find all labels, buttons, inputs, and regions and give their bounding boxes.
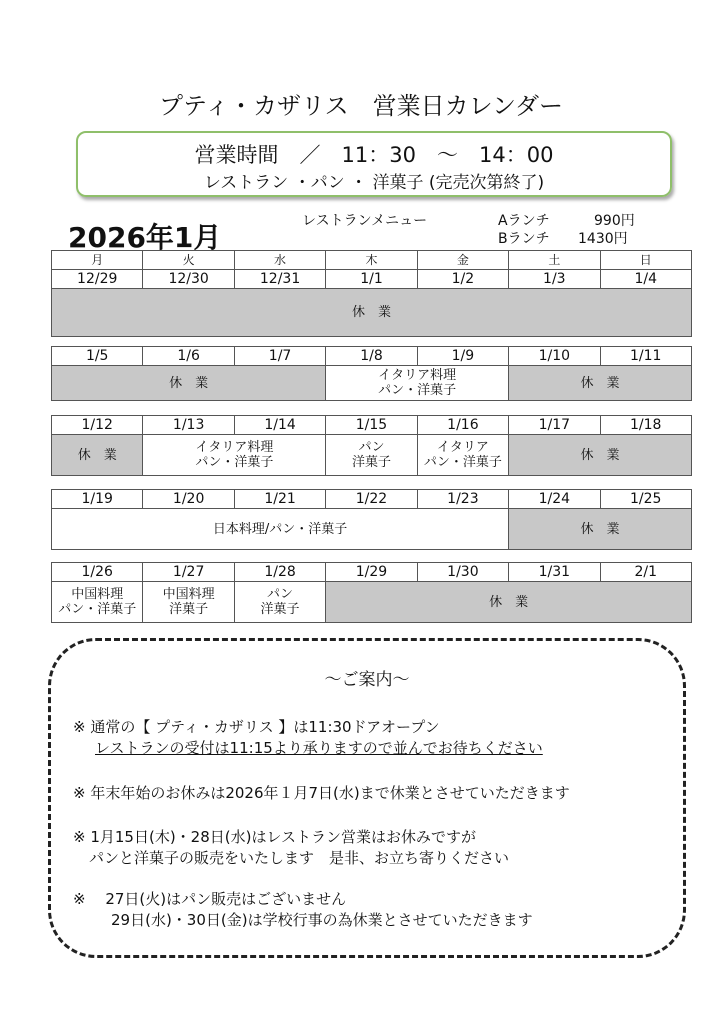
notice-4-line-2: 29日(水)・30日(金)は学校行事の為休業とさせていただきます bbox=[111, 911, 533, 929]
status-row bbox=[52, 366, 692, 401]
weekday-header-row bbox=[52, 251, 692, 270]
week-3 bbox=[51, 415, 692, 476]
date-cell: 1/15 bbox=[326, 416, 417, 435]
date-cell: 1/17 bbox=[509, 416, 600, 435]
weekday-header: 木 bbox=[326, 251, 417, 270]
date-cell: 1/4 bbox=[600, 270, 691, 289]
date-cell: 1/7 bbox=[234, 347, 325, 366]
date-cell: 1/2 bbox=[417, 270, 508, 289]
open-cell: パン 洋菓子 bbox=[234, 582, 325, 623]
date-cell: 1/8 bbox=[326, 347, 417, 366]
notice-3-line-2: パンと洋菓子の販売をいたします 是非、お立ち寄りください bbox=[89, 849, 510, 867]
open-cell: 中国料理 パン・洋菓子 bbox=[52, 582, 143, 623]
notice-4-line-1: ※ 27日(火)はパン販売はございません bbox=[73, 890, 347, 908]
closed-cell: 休 業 bbox=[326, 582, 692, 623]
open-cell: イタリア料理 パン・洋菓子 bbox=[143, 435, 326, 476]
notice-title: ～ご案内～ bbox=[324, 670, 410, 690]
closed-cell: 休 業 bbox=[509, 509, 692, 550]
date-cell: 1/5 bbox=[52, 347, 143, 366]
notice-3-line-1: ※ 1月15日(木)・28日(水)はレストラン営業はお休みですが bbox=[73, 828, 477, 846]
date-cell: 1/16 bbox=[417, 416, 508, 435]
week-5 bbox=[51, 562, 692, 623]
date-cell: 1/9 bbox=[417, 347, 508, 366]
notice-2: ※ 年末年始のお休みは2026年１月7日(水)まで休業とさせていただきます bbox=[73, 784, 570, 802]
date-cell: 1/25 bbox=[600, 490, 691, 509]
date-cell: 1/27 bbox=[143, 563, 234, 582]
date-cell: 1/24 bbox=[509, 490, 600, 509]
date-cell: 1/26 bbox=[52, 563, 143, 582]
business-hours: 営業時間 ／ 11：30 ～ 14：00 bbox=[194, 143, 554, 167]
month-label: 2026年1月 bbox=[68, 221, 222, 254]
weekday-header: 日 bbox=[600, 251, 691, 270]
weekday-header: 月 bbox=[52, 251, 143, 270]
date-cell: 1/11 bbox=[600, 347, 691, 366]
weekday-header: 土 bbox=[509, 251, 600, 270]
closed-cell: 休 業 bbox=[509, 435, 692, 476]
lunch-b-price: 1430円 bbox=[578, 231, 628, 247]
lunch-a-price: 990円 bbox=[594, 213, 635, 229]
business-categories: レストラン ・パン ・ 洋菓子 (完売次第終了) bbox=[203, 173, 545, 193]
date-cell: 2/1 bbox=[600, 563, 691, 582]
lunch-b-name: Bランチ bbox=[498, 231, 550, 247]
date-cell: 1/12 bbox=[52, 416, 143, 435]
date-row bbox=[52, 270, 692, 289]
status-row bbox=[52, 582, 692, 623]
date-cell: 1/1 bbox=[326, 270, 417, 289]
restaurant-menu-label: レストランメニュー bbox=[302, 213, 428, 229]
notice-1-line-2: レストランの受付は11:15より承りますので並んでお待ちください bbox=[95, 739, 543, 757]
date-cell: 1/22 bbox=[326, 490, 417, 509]
date-cell: 1/30 bbox=[417, 563, 508, 582]
date-cell: 1/31 bbox=[509, 563, 600, 582]
open-cell: 中国料理 洋菓子 bbox=[143, 582, 234, 623]
business-hours-box bbox=[76, 131, 672, 197]
closed-cell: 休 業 bbox=[52, 435, 143, 476]
date-row bbox=[52, 490, 692, 509]
date-row bbox=[52, 416, 692, 435]
notice-box bbox=[48, 638, 686, 958]
weekday-header: 水 bbox=[234, 251, 325, 270]
date-cell: 1/3 bbox=[509, 270, 600, 289]
weekday-header: 金 bbox=[417, 251, 508, 270]
weekday-header: 火 bbox=[143, 251, 234, 270]
open-cell: パン 洋菓子 bbox=[326, 435, 417, 476]
date-cell: 12/31 bbox=[234, 270, 325, 289]
date-cell: 1/21 bbox=[234, 490, 325, 509]
open-cell: 日本料理/パン・洋菓子 bbox=[52, 509, 509, 550]
open-cell: イタリア料理 パン・洋菓子 bbox=[326, 366, 509, 401]
date-cell: 1/6 bbox=[143, 347, 234, 366]
week-2 bbox=[51, 346, 692, 401]
closed-cell: 休 業 bbox=[52, 289, 692, 337]
date-cell: 1/18 bbox=[600, 416, 691, 435]
status-row bbox=[52, 289, 692, 337]
date-cell: 1/14 bbox=[234, 416, 325, 435]
page-title: プティ・カザリス 営業日カレンダー bbox=[158, 92, 564, 120]
date-row bbox=[52, 563, 692, 582]
status-row bbox=[52, 435, 692, 476]
date-cell: 1/28 bbox=[234, 563, 325, 582]
date-cell: 12/29 bbox=[52, 270, 143, 289]
notice-1-line-1: ※ 通常の【 プティ・カザリス 】は11:30ドアオープン bbox=[73, 718, 440, 736]
date-cell: 1/29 bbox=[326, 563, 417, 582]
date-cell: 1/10 bbox=[509, 347, 600, 366]
week-1 bbox=[51, 250, 692, 337]
date-cell: 1/23 bbox=[417, 490, 508, 509]
week-4 bbox=[51, 489, 692, 550]
date-cell: 1/13 bbox=[143, 416, 234, 435]
date-cell: 12/30 bbox=[143, 270, 234, 289]
lunch-a-name: Aランチ bbox=[498, 213, 550, 229]
open-cell: イタリア パン・洋菓子 bbox=[417, 435, 508, 476]
status-row bbox=[52, 509, 692, 550]
date-cell: 1/19 bbox=[52, 490, 143, 509]
date-cell: 1/20 bbox=[143, 490, 234, 509]
closed-cell: 休 業 bbox=[52, 366, 326, 401]
date-row bbox=[52, 347, 692, 366]
closed-cell: 休 業 bbox=[509, 366, 692, 401]
